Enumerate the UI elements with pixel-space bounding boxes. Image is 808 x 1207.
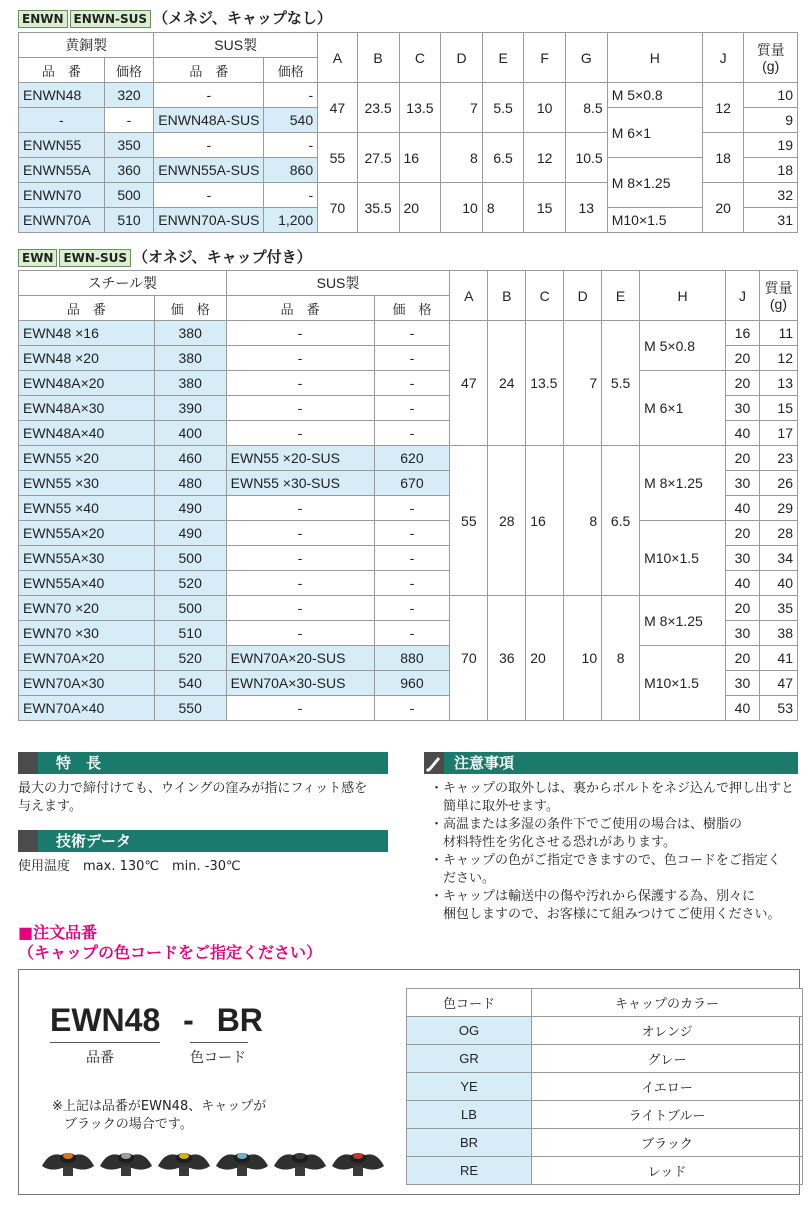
cap-samples [40, 1140, 390, 1184]
caution-line: ・高温または多湿の条件下でご使用の場合は、樹脂の [430, 817, 743, 832]
part-number: EWN48A×20 [19, 371, 155, 396]
color-code: GR [407, 1045, 532, 1073]
sus-price: 960 [374, 671, 450, 696]
price: 320 [104, 83, 154, 108]
sus-price: 860 [264, 158, 318, 183]
note-line: ブラックの場合です。 [64, 1117, 193, 1132]
label-part: 品番 [86, 1050, 114, 1066]
dim-d: 10 [441, 183, 482, 233]
dim-a: 47 [450, 321, 488, 446]
mass: 12 [759, 346, 797, 371]
color-name-header: キャップのカラー [532, 989, 803, 1017]
dim-b: 27.5 [357, 133, 399, 183]
part-number: EWN70A×40 [19, 696, 155, 721]
enwn-sus-tag: ENWN-SUS [70, 10, 152, 28]
col-c: C [399, 33, 441, 83]
dim-f: 15 [524, 183, 565, 233]
caution-line: ださい。 [443, 871, 496, 886]
sus-partno-header: 品 番 [154, 58, 264, 83]
mass: 47 [759, 671, 797, 696]
enwn-spec-table [18, 32, 798, 233]
sus-part-number: - [154, 183, 264, 208]
example-color-code: BR [216, 1002, 263, 1038]
dim-j: 20 [725, 371, 759, 396]
dim-j: 20 [725, 446, 759, 471]
col-j: J [725, 271, 759, 321]
caution-line: ・キャップの取外しは、裏からボルトをネジ込んで押し出すと [430, 781, 795, 796]
dim-a: 47 [318, 83, 358, 133]
dim-d: 10 [564, 596, 602, 721]
thread-h: M10×1.5 [640, 521, 726, 596]
col-a: A [450, 271, 488, 321]
sus-part-number: - [226, 696, 374, 721]
col-mass [759, 271, 797, 321]
dim-c: 13.5 [526, 321, 564, 446]
dim-d: 7 [441, 83, 482, 133]
color-code: OG [407, 1017, 532, 1045]
sus-part-number: ENWN70A-SUS [154, 208, 264, 233]
part-number: EWN55 ×30 [19, 471, 155, 496]
part-number: EWN48 ×16 [19, 321, 155, 346]
mass: 13 [759, 371, 797, 396]
wing-nut-cap-icon [40, 1140, 96, 1180]
dim-c: 16 [526, 446, 564, 596]
sus-part-number: - [226, 371, 374, 396]
dim-g: 10.5 [565, 133, 607, 183]
mass: 40 [759, 571, 797, 596]
dim-g: 8.5 [565, 83, 607, 133]
sus-price: - [374, 396, 450, 421]
features-title: 特 長 [56, 754, 102, 772]
mass: 41 [759, 646, 797, 671]
sus-part-number: - [226, 571, 374, 596]
dim-j: 20 [725, 346, 759, 371]
price: 510 [104, 208, 154, 233]
part-number: EWN48A×40 [19, 421, 155, 446]
price: 500 [154, 596, 226, 621]
caution-line: 材料特性を劣化させる恐れがあります。 [443, 835, 676, 850]
mass: 35 [759, 596, 797, 621]
col-c: C [526, 271, 564, 321]
price: 460 [154, 446, 226, 471]
brass-partno-header: 品 番 [19, 58, 105, 83]
caution-line: ・キャップの色がご指定できますので、色コードをご指定く [430, 853, 781, 868]
dim-e: 5.5 [602, 321, 640, 446]
order-heading: ■注文品番 [18, 923, 98, 942]
dim-j: 20 [725, 596, 759, 621]
wing-nut-cap-icon [272, 1140, 328, 1180]
dim-j: 30 [725, 671, 759, 696]
part-number: EWN55A×40 [19, 571, 155, 596]
price: 380 [154, 321, 226, 346]
part-number: ENWN55 [19, 133, 105, 158]
sus-part-number: EWN55 ×30-SUS [226, 471, 374, 496]
caution-line: 簡単に取外せます。 [443, 799, 559, 814]
sus-price: - [374, 496, 450, 521]
sus-price-header: 価 格 [374, 296, 450, 321]
sus-price: 670 [374, 471, 450, 496]
sus-part-number: - [226, 321, 374, 346]
sus-part-number: - [154, 83, 264, 108]
ewn-section-heading [18, 247, 312, 267]
features-bar [18, 752, 388, 774]
dim-j: 40 [725, 496, 759, 521]
thread-h: M 8×1.25 [640, 596, 726, 646]
price: 480 [154, 471, 226, 496]
wing-nut-cap-icon [98, 1140, 154, 1180]
color-name: ライトブルー [532, 1101, 803, 1129]
price: 390 [154, 396, 226, 421]
col-h: H [607, 33, 702, 83]
thread-h: M 8×1.25 [640, 446, 726, 521]
dim-j: 30 [725, 396, 759, 421]
dim-j: 30 [725, 546, 759, 571]
dim-a: 55 [450, 446, 488, 596]
part-number: EWN70A×20 [19, 646, 155, 671]
thread-h: M10×1.5 [640, 646, 726, 721]
price: 500 [104, 183, 154, 208]
dim-a: 70 [318, 183, 358, 233]
caution-item [430, 888, 802, 924]
thread-h: M 5×0.8 [640, 321, 726, 371]
dim-b: 28 [488, 446, 526, 596]
dim-g: 13 [565, 183, 607, 233]
price: 550 [154, 696, 226, 721]
brass-price-header: 価格 [104, 58, 154, 83]
dim-c: 16 [399, 133, 441, 183]
tech-text: 使用温度 max. 130℃ min. -30℃ [18, 859, 241, 874]
thread-h: M10×1.5 [607, 208, 702, 233]
sus-price: - [374, 621, 450, 646]
sus-header: SUS製 [226, 271, 450, 296]
mass: 29 [759, 496, 797, 521]
order-subheading: （キャップの色コードをご指定ください） [18, 943, 323, 962]
col-f: F [524, 33, 565, 83]
enwn-section-title: （メネジ、キャップなし） [153, 9, 332, 27]
dim-e: 5.5 [482, 83, 524, 133]
part-number: ENWN70 [19, 183, 105, 208]
ewn-sus-tag: EWN-SUS [59, 249, 131, 267]
color-name: レッド [532, 1157, 803, 1185]
part-number: EWN70 ×30 [19, 621, 155, 646]
sus-part-number: - [226, 421, 374, 446]
part-underline [50, 1042, 160, 1043]
mass: 9 [744, 108, 798, 133]
mass: 38 [759, 621, 797, 646]
col-a: A [318, 33, 358, 83]
steel-partno-header: 品 番 [19, 296, 155, 321]
dim-j: 30 [725, 471, 759, 496]
price: 520 [154, 571, 226, 596]
color-code: YE [407, 1073, 532, 1101]
tech-bar [18, 830, 388, 852]
part-number: EWN70A×30 [19, 671, 155, 696]
sus-part-number: - [226, 546, 374, 571]
mass: 32 [744, 183, 798, 208]
example-dash: - [183, 1002, 194, 1038]
steel-header: スチール製 [19, 271, 227, 296]
price: 380 [154, 371, 226, 396]
caution-line: ・キャップは輸送中の傷や汚れから保護する為、別々に [430, 889, 756, 904]
mass: 18 [744, 158, 798, 183]
dim-j: 18 [702, 133, 743, 183]
sus-part-number: - [226, 621, 374, 646]
color-code: BR [407, 1129, 532, 1157]
color-code: LB [407, 1101, 532, 1129]
dim-j: 20 [702, 183, 743, 233]
features-bar-square [18, 752, 38, 774]
part-number: EWN55A×30 [19, 546, 155, 571]
part-number: ENWN48 [19, 83, 105, 108]
part-number: - [19, 108, 105, 133]
dim-c: 20 [399, 183, 441, 233]
price: - [104, 108, 154, 133]
color-name: ブラック [532, 1129, 803, 1157]
sus-part-number: - [226, 596, 374, 621]
col-b: B [357, 33, 399, 83]
note-line: ※上記は品番がEWN48、キャップが [52, 1099, 267, 1114]
mass: 28 [759, 521, 797, 546]
label-code: 色コード [190, 1050, 246, 1066]
features-line: 最大の力で締付けても、ウイングの窪みが指にフィット感を [18, 781, 368, 796]
col-g: G [565, 33, 607, 83]
caution-list [430, 780, 802, 924]
col-b: B [488, 271, 526, 321]
sus-price: 620 [374, 446, 450, 471]
dim-f: 12 [524, 133, 565, 183]
code-underline [190, 1042, 248, 1043]
sus-part-number: ENWN55A-SUS [154, 158, 264, 183]
mass: 34 [759, 546, 797, 571]
mass: 19 [744, 133, 798, 158]
enwn-tag: ENWN [18, 10, 68, 28]
sus-price: - [374, 596, 450, 621]
price: 520 [154, 646, 226, 671]
sus-part-number: - [154, 133, 264, 158]
part-number: EWN55A×20 [19, 521, 155, 546]
dim-e: 8 [602, 596, 640, 721]
dim-d: 8 [441, 133, 482, 183]
sus-price: - [264, 83, 318, 108]
mass: 15 [759, 396, 797, 421]
dim-a: 55 [318, 133, 358, 183]
order-example [50, 1000, 263, 1040]
sus-price: - [374, 371, 450, 396]
sus-price: - [264, 133, 318, 158]
dim-f: 10 [524, 83, 565, 133]
wing-nut-cap-icon [330, 1140, 386, 1180]
dim-a: 70 [450, 596, 488, 721]
dim-b: 23.5 [357, 83, 399, 133]
wing-nut-cap-icon [214, 1140, 270, 1180]
caution-bar [424, 752, 798, 774]
col-e: E [602, 271, 640, 321]
dim-e: 6.5 [482, 133, 524, 183]
col-e: E [482, 33, 524, 83]
sus-price: - [374, 421, 450, 446]
color-name: オレンジ [532, 1017, 803, 1045]
dim-j: 20 [725, 521, 759, 546]
dim-d: 8 [564, 446, 602, 596]
order-note [52, 1098, 266, 1134]
sus-price: 540 [264, 108, 318, 133]
tech-bar-square [18, 830, 38, 852]
dim-b: 24 [488, 321, 526, 446]
caution-item [430, 780, 802, 816]
mass: 17 [759, 421, 797, 446]
sus-price: - [374, 571, 450, 596]
features-line: 与えます。 [18, 799, 82, 814]
sus-price: 1,200 [264, 208, 318, 233]
sus-header: SUS製 [154, 33, 318, 58]
mass: 26 [759, 471, 797, 496]
part-number: ENWN70A [19, 208, 105, 233]
mass: 10 [744, 83, 798, 108]
price: 360 [104, 158, 154, 183]
sus-part-number: - [226, 496, 374, 521]
mass-unit: (g) [762, 57, 780, 74]
col-d: D [441, 33, 482, 83]
price: 540 [154, 671, 226, 696]
mass-label: 質量 [764, 279, 793, 296]
dim-e: 8 [482, 183, 524, 233]
part-number: EWN55 ×40 [19, 496, 155, 521]
example-part-number: EWN48 [50, 1002, 161, 1038]
mass-label: 質量 [756, 41, 785, 58]
ewn-tag: EWN [18, 249, 57, 267]
sus-price: 880 [374, 646, 450, 671]
price: 510 [154, 621, 226, 646]
dim-j: 40 [725, 571, 759, 596]
price: 350 [104, 133, 154, 158]
dim-c: 13.5 [399, 83, 441, 133]
caution-item [430, 852, 802, 888]
sus-price-header: 価格 [264, 58, 318, 83]
sus-part-number: EWN70A×20-SUS [226, 646, 374, 671]
sus-part-number: ENWN48A-SUS [154, 108, 264, 133]
caution-line: 梱包しますので、お客様にて組みつけてご使用ください。 [443, 907, 781, 922]
wing-nut-cap-icon [156, 1140, 212, 1180]
part-number: EWN48A×30 [19, 396, 155, 421]
dim-e: 6.5 [602, 446, 640, 596]
part-number: ENWN55A [19, 158, 105, 183]
mass: 31 [744, 208, 798, 233]
part-number: EWN70 ×20 [19, 596, 155, 621]
caution-item [430, 816, 802, 852]
sus-price: - [374, 696, 450, 721]
dim-b: 36 [488, 596, 526, 721]
col-d: D [564, 271, 602, 321]
sus-price: - [374, 546, 450, 571]
color-code: RE [407, 1157, 532, 1185]
features-text [18, 780, 398, 816]
sus-price: - [374, 321, 450, 346]
pen-icon [424, 752, 444, 774]
color-code-table [406, 988, 803, 1185]
sus-part-number: - [226, 396, 374, 421]
part-number: EWN55 ×20 [19, 446, 155, 471]
sus-part-number: EWN55 ×20-SUS [226, 446, 374, 471]
tech-title: 技術データ [56, 832, 132, 850]
price: 400 [154, 421, 226, 446]
col-j: J [702, 33, 743, 83]
dim-b: 35.5 [357, 183, 399, 233]
dim-j: 40 [725, 421, 759, 446]
thread-h: M 5×0.8 [607, 83, 702, 108]
part-number: EWN48 ×20 [19, 346, 155, 371]
ewn-section-title: （オネジ、キャップ付き） [132, 248, 312, 266]
mass: 11 [759, 321, 797, 346]
brass-header: 黄銅製 [19, 33, 154, 58]
thread-h: M 6×1 [607, 108, 702, 158]
color-code-header: 色コード [407, 989, 532, 1017]
sus-part-number: - [226, 521, 374, 546]
steel-price-header: 価 格 [154, 296, 226, 321]
caution-title: 注意事項 [454, 754, 515, 772]
dim-j: 20 [725, 646, 759, 671]
sus-price: - [374, 521, 450, 546]
sus-price: - [374, 346, 450, 371]
mass: 23 [759, 446, 797, 471]
sus-part-number: - [226, 346, 374, 371]
dim-j: 40 [725, 696, 759, 721]
price: 380 [154, 346, 226, 371]
price: 490 [154, 521, 226, 546]
color-name: グレー [532, 1045, 803, 1073]
sus-part-number: EWN70A×30-SUS [226, 671, 374, 696]
price: 490 [154, 496, 226, 521]
sus-price: - [264, 183, 318, 208]
color-name: イエロー [532, 1073, 803, 1101]
dim-j: 16 [725, 321, 759, 346]
mass-unit: (g) [769, 295, 788, 312]
dim-c: 20 [526, 596, 564, 721]
dim-d: 7 [564, 321, 602, 446]
col-mass [744, 33, 798, 83]
enwn-section-heading [18, 8, 332, 28]
col-h: H [640, 271, 726, 321]
mass: 53 [759, 696, 797, 721]
thread-h: M 6×1 [640, 371, 726, 446]
dim-j: 30 [725, 621, 759, 646]
ewn-spec-table [18, 270, 798, 721]
price: 500 [154, 546, 226, 571]
thread-h: M 8×1.25 [607, 158, 702, 208]
sus-partno-header: 品 番 [226, 296, 374, 321]
dim-j: 12 [702, 83, 743, 133]
